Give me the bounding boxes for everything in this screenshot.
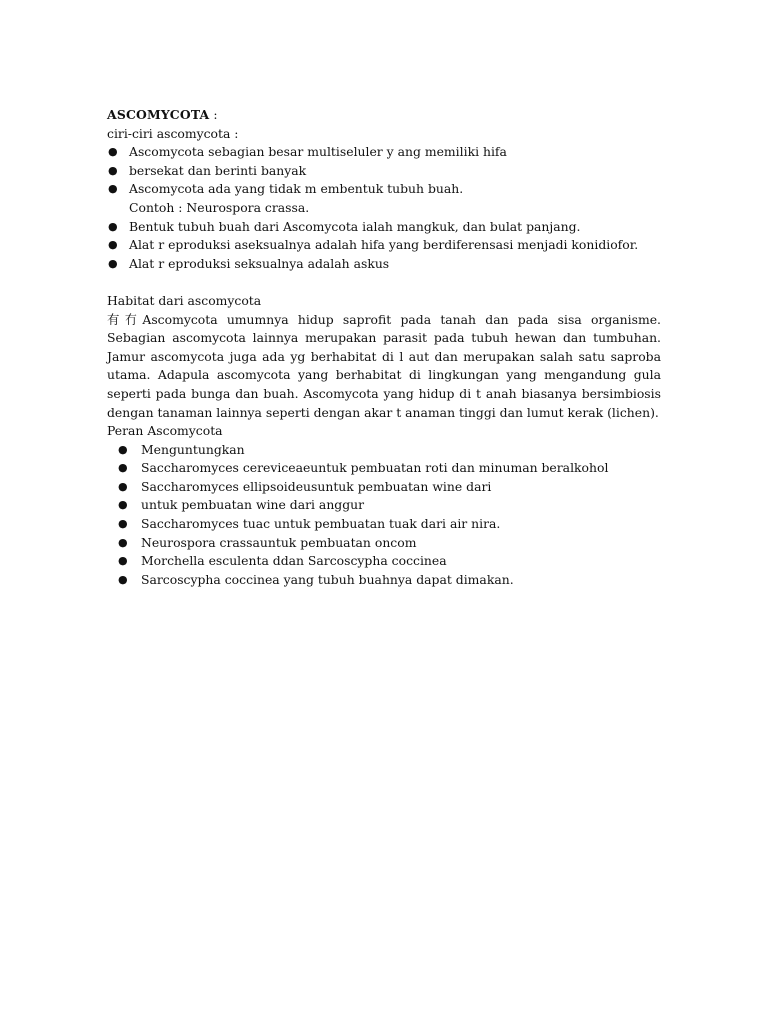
list-item-text: Menguntungkan	[141, 441, 245, 457]
bullet-icon: ●	[108, 163, 118, 177]
spacer	[107, 273, 661, 292]
bullet-icon: ●	[118, 442, 128, 456]
bullet-icon: ●	[118, 517, 128, 531]
list-item-text: Morchella esculenta ddan Sarcoscypha coccinea	[141, 553, 447, 569]
list-item	[107, 143, 661, 162]
document-title: ASCOMYCOTA	[107, 107, 210, 122]
bullet-icon: ●	[118, 554, 128, 568]
list-item-text: untuk pembuatan wine dari anggur	[141, 497, 365, 513]
list-item	[107, 534, 661, 553]
bullet-icon: ●	[108, 219, 118, 233]
bullet-icon: ●	[118, 461, 128, 475]
bullet-icon: ●	[108, 182, 118, 196]
list-item	[107, 236, 661, 255]
list-item	[107, 162, 661, 181]
list-item-text: Alat r eproduksi aseksualnya adalah hifa yang berdiferensasi menjadi konidiofor.	[129, 237, 639, 253]
bullet-icon: ●	[118, 498, 128, 512]
list-item	[107, 218, 661, 237]
bullet-icon: ●	[118, 479, 128, 493]
list-item-text: Bentuk tubuh buah dari Ascomycota ialah mangkuk, dan bulat panjang.	[129, 218, 581, 234]
bullet-icon: ●	[108, 238, 118, 252]
list-item	[107, 496, 661, 515]
list-item-text: Saccharomyces ellipsoideusuntuk pembuatan wine dari	[141, 478, 492, 494]
list-item-text: Alat r eproduksi seksualnya adalah askus	[129, 255, 390, 271]
bullet-icon: ●	[108, 145, 118, 159]
list-item-text: Ascomycota sebagian besar multiseluler y ang memiliki hifa	[129, 144, 507, 160]
list-item	[107, 478, 661, 497]
list-item	[107, 515, 661, 534]
bullet-icon: ●	[118, 572, 128, 586]
document-page	[107, 106, 661, 589]
list-item-text: bersekat dan berinti banyak	[129, 162, 307, 178]
list-item-text: Sarcoscypha coccinea yang tubuh buahnya dapat dimakan.	[141, 571, 514, 587]
bullet-icon: ●	[118, 535, 128, 549]
document-title-suffix: :	[209, 107, 218, 122]
list-item	[107, 180, 661, 217]
characteristics-list	[107, 143, 661, 273]
list-item	[107, 571, 661, 590]
list-item	[107, 441, 661, 460]
habitat-paragraph: 有冇Ascomycota umumnya hidup saprofit pada tanah dan pada sisa organisme. Sebagian ascomycota lainnya merupakan parasit pada tubuh hewan dan tumbuhan. Jamur ascomycota juga ada yg berhabitat di l aut dan merupakan salah satu saproba utama. Adapula ascomycota yang berhabitat di lingkungan yang mengandung gula seperti pada bunga dan buah. Ascomycota yang hidup di t anah biasanya bersimbiosis dengan tanaman lainnya seperti dengan akar t anaman tinggi dan lumut kerak (lichen).	[107, 311, 661, 420]
habitat-heading: Habitat dari ascomycota	[107, 292, 262, 308]
bullet-icon: ●	[108, 256, 118, 270]
list-item-text: Saccharomyces cereviceaeuntuk pembuatan roti dan minuman beralkohol	[141, 460, 609, 476]
list-item-text: Saccharomyces tuac untuk pembuatan tuak dari air nira.	[141, 516, 501, 532]
document-heading	[107, 106, 661, 125]
list-item	[107, 552, 661, 571]
list-item	[107, 255, 661, 274]
characteristics-heading: ciri-ciri ascomycota :	[107, 125, 239, 141]
role-heading: Peran Ascomycota	[107, 423, 223, 439]
example-note: Contoh : Neurospora crassa.	[129, 199, 310, 215]
list-item	[107, 459, 661, 478]
roles-list	[107, 441, 661, 590]
list-item-text: Neurospora crassauntuk pembuatan oncom	[141, 534, 417, 550]
list-item-text: Ascomycota ada yang tidak m embentuk tubuh buah.	[129, 181, 464, 197]
